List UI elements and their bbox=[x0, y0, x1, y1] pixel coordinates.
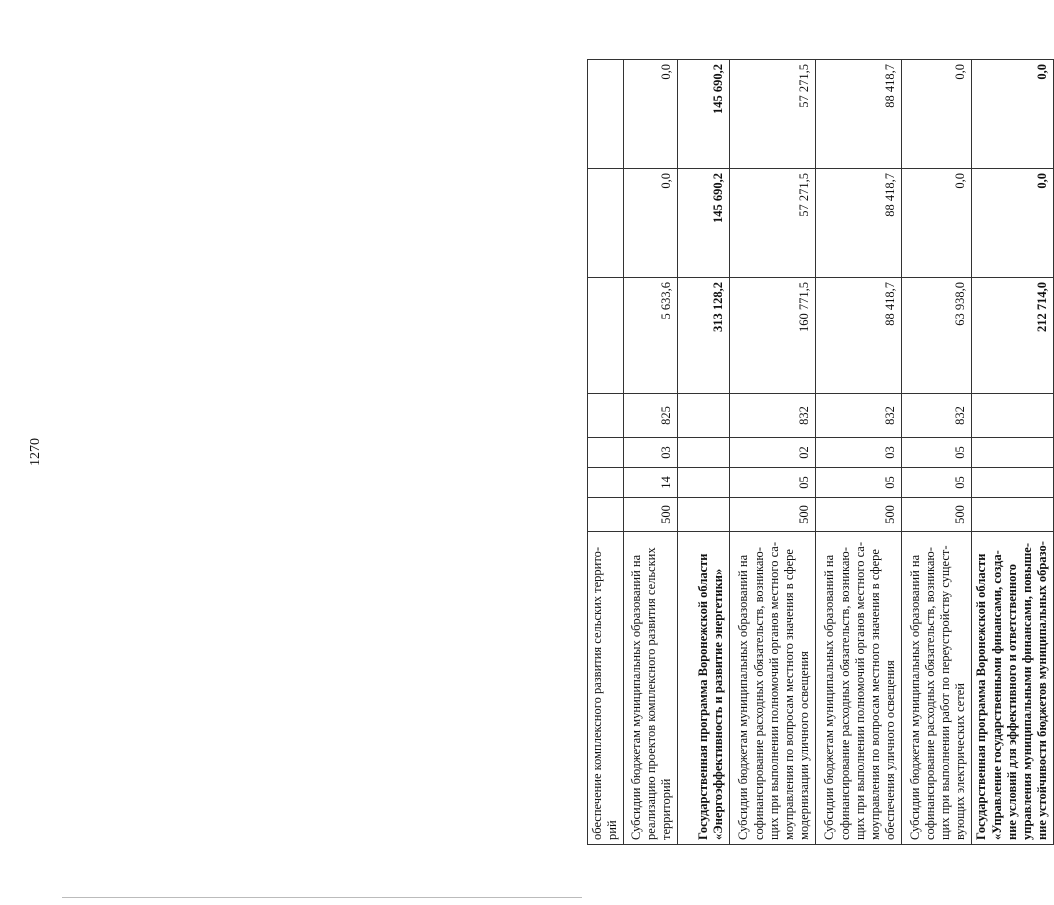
cell-amount: 145 690,2 bbox=[677, 169, 729, 278]
row-name: Субсидии бюджетам муниципальных образований на софинансирование расходных обязательств, возникаю-щих при выполнении полномочий органов местного са-моуправления по вопросам местного значения в сфере модернизации уличного освещения bbox=[729, 532, 815, 845]
cell-amount: 88 418,7 bbox=[815, 60, 901, 169]
table-row bbox=[623, 60, 677, 845]
cell-code: 500 bbox=[815, 498, 901, 532]
cell-code bbox=[677, 468, 729, 498]
table-row bbox=[971, 60, 1053, 845]
cell-amount: 145 690,2 bbox=[677, 60, 729, 169]
cell-amount: 0,0 bbox=[901, 169, 971, 278]
row-name: Государственная программа Воронежской области «Энергоэффективность и развитие энергетики» bbox=[677, 532, 729, 845]
cell-code: 832 bbox=[815, 394, 901, 438]
cell-code bbox=[677, 438, 729, 468]
row-name: Государственная программа Воронежской области «Управление государственными финансами, созда-ние условий для эффективного и ответственного управления муниципальными финансами, повыше-ние устойчивости бюджетов муниципальных образо- bbox=[971, 532, 1053, 845]
cell-code: 14 bbox=[623, 468, 677, 498]
cell-code: 02 bbox=[729, 438, 815, 468]
cell-amount: 313 128,2 bbox=[677, 278, 729, 394]
cell-amount bbox=[588, 60, 624, 169]
cell-code bbox=[588, 468, 624, 498]
table-row bbox=[588, 60, 624, 845]
cell-code: 05 bbox=[901, 468, 971, 498]
cell-code bbox=[677, 394, 729, 438]
cell-code: 500 bbox=[623, 498, 677, 532]
cell-code bbox=[971, 498, 1053, 532]
cell-code bbox=[971, 438, 1053, 468]
cell-code: 832 bbox=[901, 394, 971, 438]
table-row bbox=[901, 60, 971, 845]
cell-code: 03 bbox=[815, 438, 901, 468]
page-bottom-divider bbox=[62, 897, 582, 898]
row-name: Субсидии бюджетам муниципальных образований на софинансирование расходных обязательств, возникаю-щих при выполнении полномочий органов местного са-моуправления по вопросам местного значения в сфере обеспечения уличного освещения bbox=[815, 532, 901, 845]
cell-code: 05 bbox=[815, 468, 901, 498]
cell-amount: 212 714,0 bbox=[971, 278, 1053, 394]
cell-amount: 160 771,5 bbox=[729, 278, 815, 394]
cell-amount: 63 938,0 bbox=[901, 278, 971, 394]
cell-code bbox=[588, 438, 624, 468]
cell-code: 832 bbox=[729, 394, 815, 438]
cell-code: 05 bbox=[729, 468, 815, 498]
cell-code: 03 bbox=[623, 438, 677, 468]
cell-code: 500 bbox=[901, 498, 971, 532]
cell-amount: 0,0 bbox=[623, 60, 677, 169]
cell-amount: 88 418,7 bbox=[815, 169, 901, 278]
budget-table bbox=[587, 59, 1054, 845]
cell-amount: 0,0 bbox=[623, 169, 677, 278]
table-row bbox=[815, 60, 901, 845]
page-number: 1270 bbox=[28, 438, 43, 466]
cell-code: 05 bbox=[901, 438, 971, 468]
cell-amount: 0,0 bbox=[901, 60, 971, 169]
rotated-table-container bbox=[587, 60, 1049, 845]
cell-code bbox=[588, 498, 624, 532]
cell-amount bbox=[588, 278, 624, 394]
cell-amount: 57 271,5 bbox=[729, 169, 815, 278]
cell-amount: 0,0 bbox=[971, 169, 1053, 278]
cell-code bbox=[588, 394, 624, 438]
cell-code bbox=[971, 394, 1053, 438]
cell-amount: 88 418,7 bbox=[815, 278, 901, 394]
cell-amount: 5 633,6 bbox=[623, 278, 677, 394]
row-name: Субсидии бюджетам муниципальных образований на реализацию проектов комплексного развития сельских территорий bbox=[623, 532, 677, 845]
cell-amount: 57 271,5 bbox=[729, 60, 815, 169]
row-name: обеспечение комплексного развития сельских террито-рий bbox=[588, 532, 624, 845]
table-row bbox=[677, 60, 729, 845]
cell-amount: 0,0 bbox=[971, 60, 1053, 169]
cell-code bbox=[677, 498, 729, 532]
row-name: Субсидии бюджетам муниципальных образований на софинансирование расходных обязательств, возникаю-щих при выполнении работ по переустройству сущест-вующих электрических сетей bbox=[901, 532, 971, 845]
cell-code: 500 bbox=[729, 498, 815, 532]
cell-code bbox=[971, 468, 1053, 498]
table-row bbox=[729, 60, 815, 845]
cell-amount bbox=[588, 169, 624, 278]
cell-code: 825 bbox=[623, 394, 677, 438]
